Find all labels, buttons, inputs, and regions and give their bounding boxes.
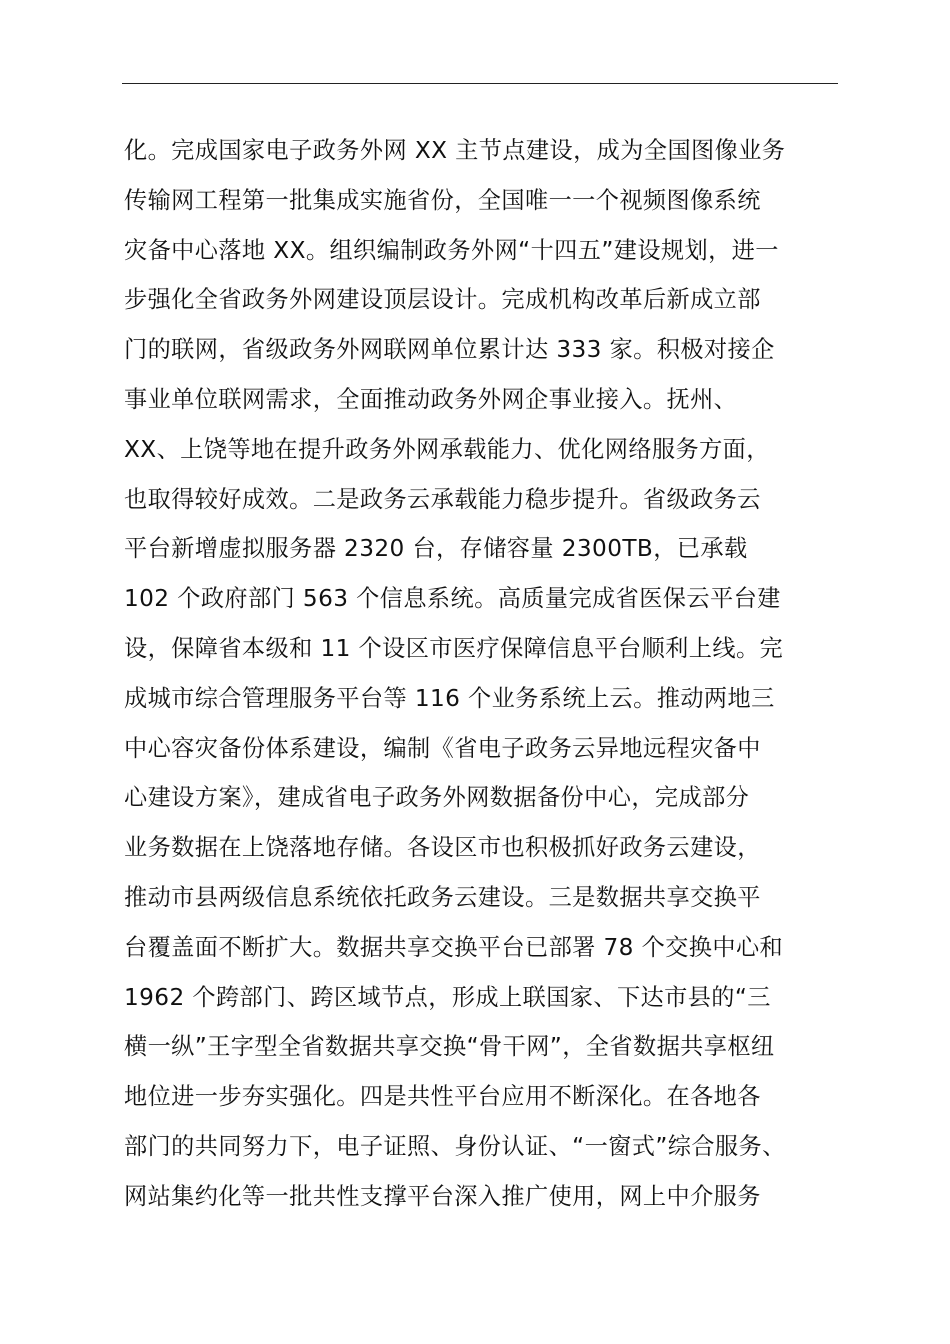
text-line: 网站集约化等一批共性支撑平台深入推广使用，网上中介服务 [124, 1182, 761, 1210]
text-line: 业务数据在上饶落地存储。各设区市也积极抓好政务云建设， [124, 834, 761, 862]
text-line: 102 个政府部门 563 个信息系统。高质量完成省医保云平台建 [124, 585, 781, 613]
text-line: 灾备中心落地 XX。组织编制政务外网“十四五”建设规划，进一 [124, 236, 779, 264]
body-paragraph [124, 126, 854, 1222]
text-line: 设，保障省本级和 11 个设区市医疗保障信息平台顺利上线。完 [124, 634, 784, 662]
text-line: 步强化全省政务外网建设顶层设计。完成机构改革后新成立部 [124, 286, 761, 314]
text-line: 中心容灾备份体系建设，编制《省电子政务云异地远程灾备中 [124, 734, 761, 762]
text-line: 传输网工程第一批集成实施省份，全国唯一一个视频图像系统 [124, 186, 761, 214]
text-line: 化。完成国家电子政务外网 XX 主节点建设，成为全国图像业务 [124, 137, 786, 164]
text-line: 台覆盖面不断扩大。数据共享交换平台已部署 78 个交换中心和 [124, 933, 784, 961]
text-line: 推动市县两级信息系统依托政务云建设。三是数据共享交换平 [124, 883, 761, 911]
text-line: 成城市综合管理服务平台等 116 个业务系统上云。推动两地三 [124, 684, 775, 712]
text-line: 平台新增虚拟服务器 2320 台，存储容量 2300TB，已承载 [124, 535, 748, 563]
text-line: XX、上饶等地在提升政务外网承载能力、优化网络服务方面， [124, 435, 770, 463]
header-divider [122, 83, 838, 84]
text-line: 地位进一步夯实强化。四是共性平台应用不断深化。在各地各 [124, 1083, 761, 1111]
text-line: 部门的共同努力下，电子证照、身份认证、“一窗式”综合服务、 [124, 1132, 786, 1160]
text-line: 也取得较好成效。二是政务云承载能力稳步提升。省级政务云 [124, 485, 761, 513]
text-line: 横一纵”王字型全省数据共享交换“骨干网”，全省数据共享枢纽 [124, 1033, 775, 1061]
text-line: 心建设方案》，建成省电子政务外网数据备份中心，完成部分 [124, 784, 750, 812]
text-line: 门的联网，省级政务外网联网单位累计达 333 家。积极对接企 [124, 336, 775, 364]
text-line: 事业单位联网需求，全面推动政务外网企事业接入。抚州、 [124, 385, 738, 413]
text-line: 1962 个跨部门、跨区域节点，形成上联国家、下达市县的“三 [124, 983, 771, 1011]
